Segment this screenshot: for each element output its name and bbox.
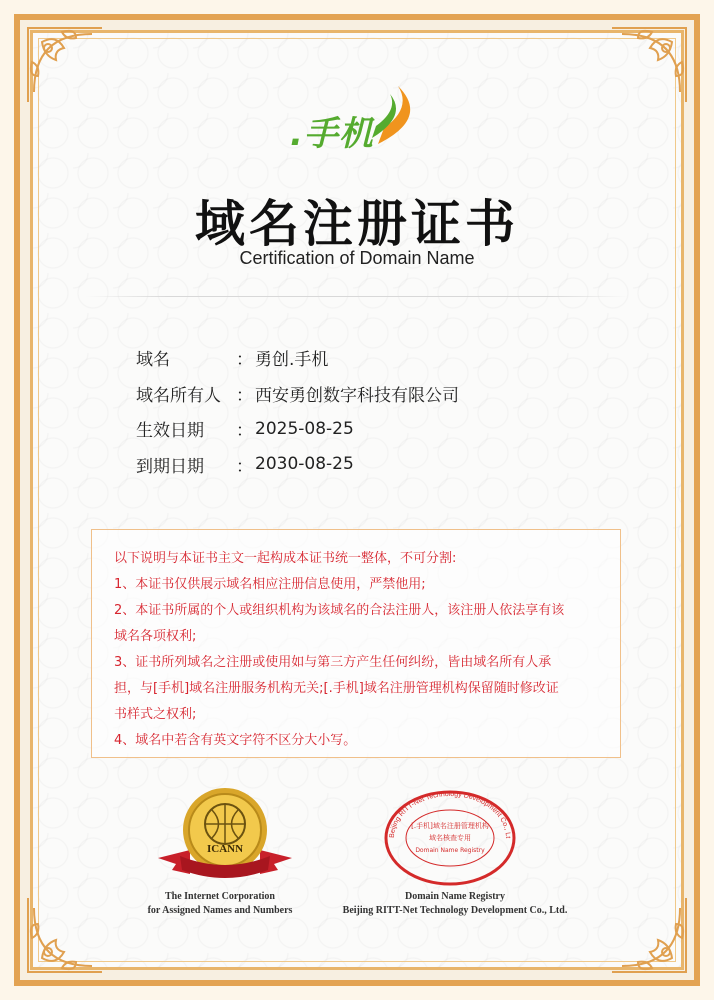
field-value-expiry-date: 2030-08-25 — [255, 454, 354, 475]
field-value-owner: 西安勇创数字科技有限公司 — [255, 385, 459, 406]
field-colon: ： — [236, 350, 253, 371]
corner-ornament-icon — [22, 22, 108, 108]
field-colon: ： — [236, 456, 253, 477]
corner-ornament-icon — [606, 892, 692, 978]
icann-seal-text: ICANN — [206, 843, 244, 855]
icann-caption — [120, 890, 320, 918]
icann-caption-line2: for Assigned Names and Numbers — [147, 905, 293, 916]
notice-item-2: 2、本证书所属的个人或组织机构为该域名的合法注册人，该注册人依法享有该 — [114, 603, 565, 618]
field-effective-date — [136, 411, 459, 447]
notice-intro: 以下说明与本证书主文一起构成本证书统一整体，不可分割: — [114, 551, 457, 566]
registry-caption-line2: Beijing RITT-Net Technology Development Co., Ltd. — [342, 905, 568, 916]
notice-item-3-end: 书样式之权利; — [114, 707, 197, 722]
notice-item-4: 4、域名中若含有英文字符不区分大小写。 — [114, 733, 357, 748]
certificate-title: 域名注册证书 — [195, 194, 519, 253]
logo-text: .手机 — [290, 114, 374, 154]
icann-caption-line1: The Internet Corporation — [165, 891, 275, 902]
field-value-effective-date: 2025-08-25 — [255, 418, 354, 439]
field-value-domain: 勇创.手机 — [255, 350, 329, 371]
field-expiry-date — [136, 447, 459, 483]
field-owner — [136, 376, 459, 412]
divider — [86, 296, 628, 297]
corner-ornament-icon — [22, 892, 108, 978]
stamp-line1: [.手机]域名注册管理机构 — [411, 822, 489, 830]
stamp-line3: Domain Name Registry — [415, 847, 485, 854]
field-colon: ： — [236, 385, 253, 406]
corner-ornament-icon — [606, 22, 692, 108]
notice-box — [91, 529, 621, 758]
stamp-ring-text: Beijing RITT-Net Technology Development Co., Lt — [388, 790, 512, 839]
stamp-line2: 域名核查专用 — [429, 834, 471, 842]
registry-stamp-icon — [380, 788, 520, 888]
registry-caption-line1: Domain Name Registry — [405, 891, 505, 902]
field-label-owner: 域名所有人 — [136, 385, 221, 406]
inner-frame — [30, 30, 684, 970]
field-domain — [136, 340, 459, 376]
notice-item-1: 1、本证书仅供展示域名相应注册信息使用，严禁他用; — [114, 577, 426, 592]
field-label-domain: 域名 — [136, 350, 170, 371]
field-label-effective-date: 生效日期 — [136, 421, 204, 442]
certificate-subtitle: Certification of Domain Name — [239, 248, 475, 268]
field-colon: ： — [236, 421, 253, 442]
icann-seal-icon — [150, 782, 300, 892]
notice-item-3: 3、证书所列域名之注册或使用如与第三方产生任何纠纷，皆由域名所有人承 — [114, 655, 552, 670]
registry-caption — [330, 890, 580, 918]
notice-item-2-cont: 域名各项权利; — [114, 629, 197, 644]
notice-item-3-cont: 担，与[手机]域名注册服务机构无关;[.手机]域名注册管理机构保留随时修改证 — [114, 681, 559, 696]
domain-info — [136, 340, 459, 482]
field-label-expiry-date: 到期日期 — [136, 456, 204, 477]
